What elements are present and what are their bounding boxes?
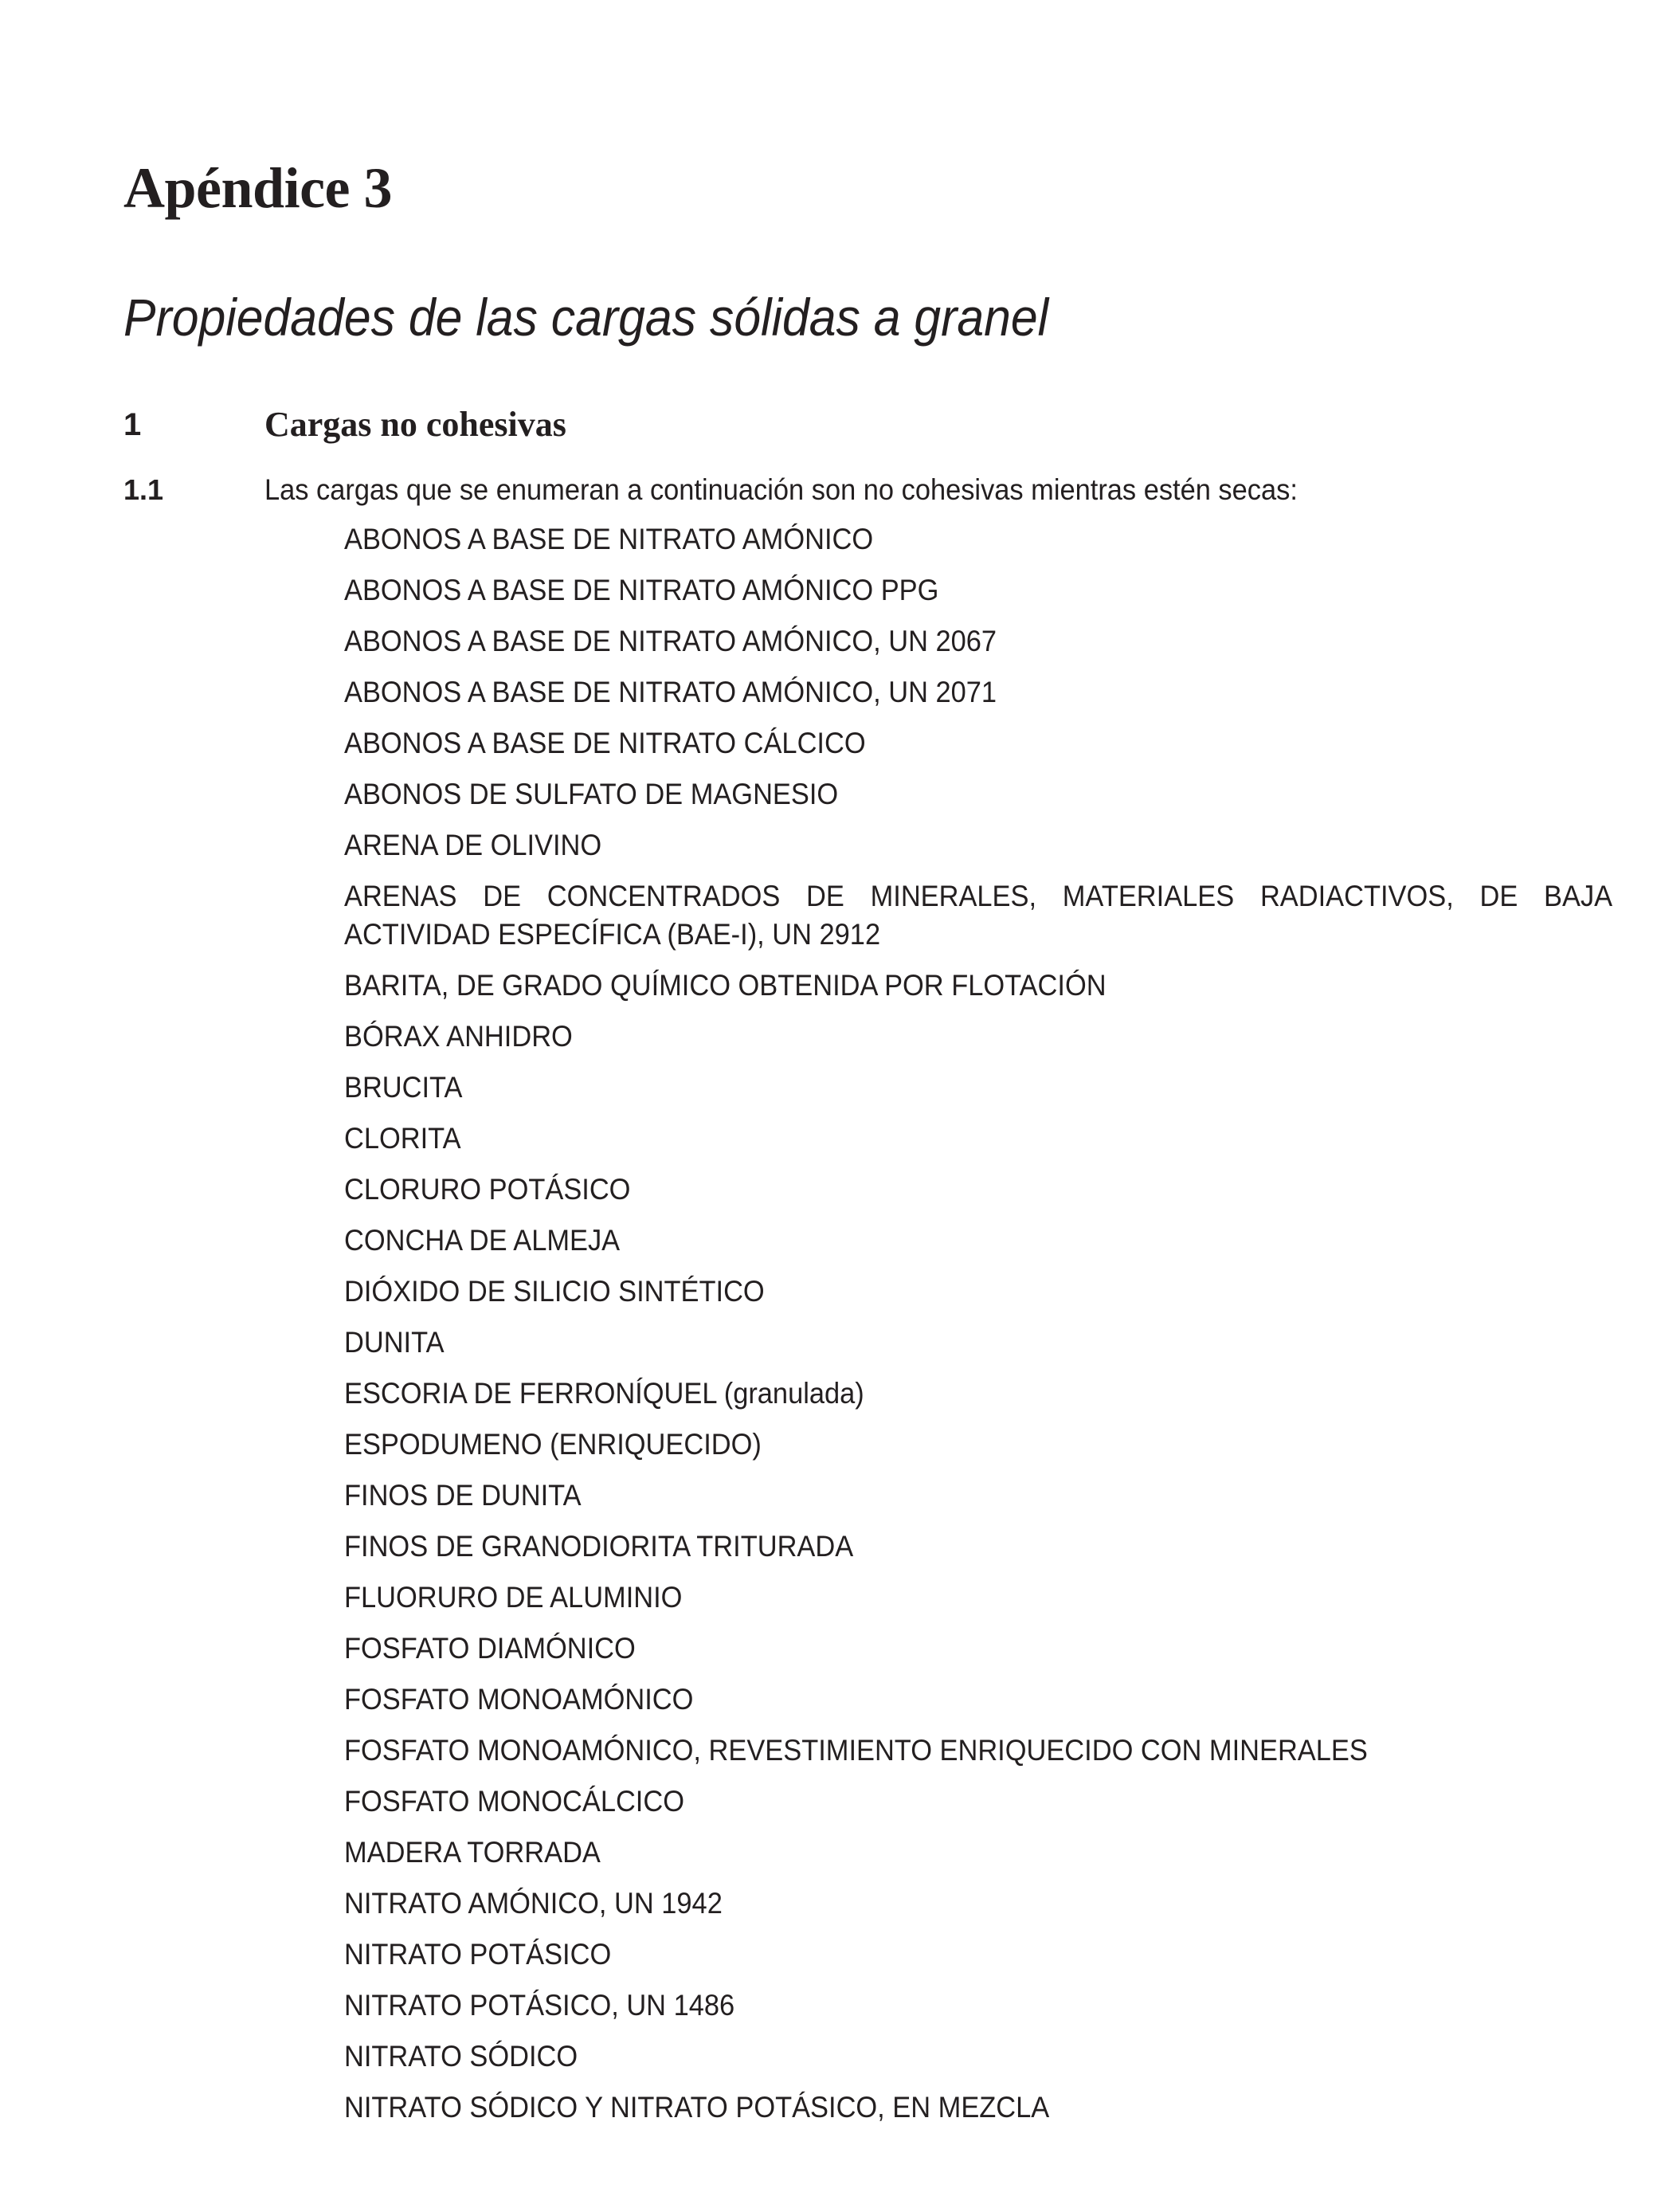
list-item: ABONOS A BASE DE NITRATO CÁLCICO — [344, 727, 866, 759]
list-item-with-qualifier — [344, 1368, 1524, 1419]
list-item: ABONOS A BASE DE NITRATO AMÓNICO — [344, 523, 874, 555]
list-item-line-1 — [344, 877, 1612, 916]
list-item: BRUCITA — [344, 1071, 463, 1104]
list-item: ABONOS DE SULFATO DE MAGNESIO — [344, 778, 839, 810]
word: MINERALES, — [870, 880, 1037, 912]
list-item: NITRATO SÓDICO Y NITRATO POTÁSICO, EN MEZCLA — [344, 2091, 1050, 2124]
word: DE — [483, 880, 522, 912]
appendix-title: Apéndice 3 — [123, 156, 392, 220]
list-item: NITRATO POTÁSICO, UN 1486 — [344, 1989, 735, 2022]
word: ARENAS — [344, 880, 457, 912]
list-item: DIÓXIDO DE SILICIO SINTÉTICO — [344, 1275, 765, 1308]
list-item: NITRATO POTÁSICO — [344, 1938, 612, 1971]
list-item: FINOS DE GRANODIORITA TRITURADA — [344, 1530, 854, 1563]
list-item: FOSFATO MONOAMÓNICO — [344, 1683, 694, 1716]
list-item: CLORURO POTÁSICO — [344, 1173, 631, 1206]
cargo-qualifier: (granulada) — [723, 1377, 864, 1410]
list-item: FLUORURO DE ALUMINIO — [344, 1581, 683, 1614]
appendix-subtitle: Propiedades de las cargas sólidas a granel — [123, 288, 1049, 347]
list-item: NITRATO AMÓNICO, UN 1942 — [344, 1887, 723, 1920]
list-item: NITRATO SÓDICO — [344, 2040, 578, 2073]
list-item: ABONOS A BASE DE NITRATO AMÓNICO, UN 2067 — [344, 625, 997, 657]
word: DE — [806, 880, 844, 912]
list-item: CONCHA DE ALMEJA — [344, 1224, 621, 1257]
list-item: FOSFATO MONOCÁLCICO — [344, 1785, 684, 1818]
word: DE — [1479, 880, 1518, 912]
list-item: FOSFATO MONOAMÓNICO, REVESTIMIENTO ENRIQUECIDO CON MINERALES — [344, 1734, 1368, 1767]
list-item: ABONOS A BASE DE NITRATO AMÓNICO PPG — [344, 574, 939, 606]
list-item-line-2: ACTIVIDAD ESPECÍFICA (BAE-I), UN 2912 — [344, 918, 881, 951]
word: MATERIALES — [1062, 880, 1235, 912]
cargo-name: ESCORIA DE FERRONÍQUEL — [344, 1377, 717, 1410]
paragraph-text: Las cargas que se enumeran a continuación son no cohesivas mientras estén secas: — [264, 473, 1298, 506]
list-item: ARENA DE OLIVINO — [344, 829, 602, 861]
word: RADIACTIVOS, — [1259, 880, 1454, 912]
list-item-multiline — [344, 871, 1612, 960]
list-item: BÓRAX ANHIDRO — [344, 1020, 573, 1053]
list-item: BARITA, DE GRADO QUÍMICO OBTENIDA POR FLOTACIÓN — [344, 969, 1107, 1002]
cargo-list — [344, 514, 1612, 2133]
section-number: 1 — [123, 407, 142, 442]
list-item: FINOS DE DUNITA — [344, 1479, 582, 1512]
paragraph-number: 1.1 — [123, 473, 164, 506]
list-item: ESPODUMENO (ENRIQUECIDO) — [344, 1428, 762, 1461]
section-heading: Cargas no cohesivas — [264, 405, 566, 444]
list-item: DUNITA — [344, 1326, 445, 1359]
list-item: ABONOS A BASE DE NITRATO AMÓNICO, UN 2071 — [344, 676, 997, 708]
word: CONCENTRADOS — [546, 880, 781, 912]
list-item: MADERA TORRADA — [344, 1836, 601, 1869]
list-item: FOSFATO DIAMÓNICO — [344, 1632, 636, 1665]
word: BAJA — [1544, 880, 1613, 912]
list-item: CLORITA — [344, 1122, 461, 1155]
